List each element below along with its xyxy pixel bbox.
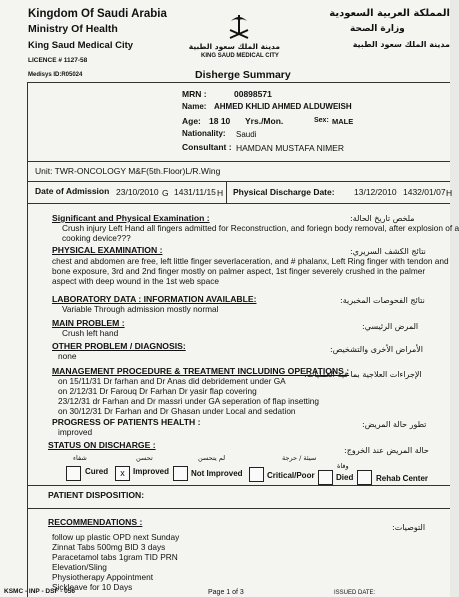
ministry-label: Ministry Of Health — [28, 23, 118, 35]
main-problem-line-1: Crush left hand — [62, 328, 119, 338]
document-title: Disherge Summary — [195, 69, 291, 81]
status-improved-arabic: تحسن — [136, 454, 153, 462]
lab-title: LABORATORY DATA : INFORMATION AVAILABLE: — [52, 294, 257, 304]
discharge-label: Physical Discharge Date: — [233, 187, 335, 197]
age-label: Age: — [182, 116, 201, 126]
recommendation-line-4: Elevation/Sling — [52, 562, 107, 572]
not-improved-checkbox[interactable] — [173, 466, 188, 481]
recommendation-line-1: follow up plastic OPD next Sunday — [52, 532, 180, 542]
findings-line-2: cooking device??? — [62, 233, 131, 243]
unit-top-line — [27, 161, 450, 162]
status-notimproved-arabic: لم يتحسن — [198, 454, 226, 462]
disposition-top-line — [27, 485, 450, 486]
status-died-arabic: وفاة — [337, 462, 349, 470]
progress-title: PROGRESS OF PATIENTS HEALTH : — [52, 417, 201, 427]
recommendation-line-3: Paracetamol tabs 1gram TID PRN — [52, 552, 178, 562]
lab-line-1: Variable Through admission mostly normal — [62, 304, 219, 314]
logo-english-text: KING SAUD MEDICAL CITY — [201, 53, 279, 59]
died-label: Died — [336, 473, 354, 482]
kingdom-label: Kingdom Of Saudi Arabia — [28, 8, 167, 20]
name-value: AHMED KHLID AHMED ALDUWEISH — [214, 102, 352, 111]
admission-label: Date of Admission — [35, 186, 110, 196]
discharge-h: H — [446, 188, 453, 198]
ministry-arabic: وزارة الصحة — [350, 24, 405, 34]
status-title: STATUS ON DISCHARGE : — [48, 440, 156, 450]
cured-checkbox[interactable] — [66, 466, 81, 481]
physical-arabic: نتائج الكشف السريري: — [350, 247, 426, 256]
rehab-checkbox[interactable] — [357, 470, 372, 485]
name-label: Name: — [182, 102, 207, 111]
frame-top-line — [27, 82, 450, 83]
recommendation-line-5: Physiotherapy Appointment — [52, 572, 154, 582]
physical-line-1: chest and abdomen are free, left little finger severlaceration, and # phalanx, Left Ring finger with tendon and — [52, 256, 449, 266]
other-problem-line-1: none — [58, 351, 77, 361]
admission-g: G — [162, 188, 169, 198]
management-title: MANAGEMENT PROCEDURE & TREATMENT INCLUDING OPERATIONS : — [52, 366, 350, 376]
improved-checkbox[interactable]: x — [115, 466, 130, 481]
age-unit: Yrs./Mon. — [245, 116, 284, 126]
frame-left-line — [27, 82, 28, 597]
progress-arabic: تطور حالة المريض: — [362, 420, 427, 429]
form-id: Medisys ID:R05024 — [28, 72, 83, 78]
mrn-label: MRN : — [182, 89, 207, 99]
rehab-label: Rehab Center — [376, 474, 429, 483]
nationality-value: Saudi — [236, 130, 257, 139]
improved-label: Improved — [133, 467, 170, 476]
findings-line-1: Crush injury Left Hand all fingers admitted for Reconstruction, and foriegn body removal, after explosion of a — [62, 223, 459, 233]
cured-label: Cured — [85, 467, 109, 476]
nationality-label: Nationality: — [182, 129, 226, 138]
critical-checkbox[interactable] — [249, 467, 264, 482]
sex-value: MALE — [332, 117, 354, 126]
status-critical-arabic: سيئة / حرجة — [282, 454, 317, 462]
not-improved-label: Not Improved — [191, 469, 243, 478]
main-problem-arabic: المرض الرئيسي: — [362, 322, 419, 331]
licence-label: LICENCE # 1127-58 — [28, 57, 88, 64]
discharge-hijri: 1432/01/07 — [403, 187, 446, 197]
management-line-4: on 30/12/31 Dr Farhan and Dr Ghasan under Local and sedation — [58, 406, 296, 416]
dates-top-line — [27, 181, 450, 182]
disposition-bottom-line — [27, 508, 450, 509]
disposition-title: PATIENT DISPOSITION: — [48, 490, 145, 500]
admission-h: H — [217, 188, 224, 198]
other-problem-title: OTHER PROBLEM / DIAGNOSIS: — [52, 341, 186, 351]
status-arabic: حالة المريض عند الخروج: — [344, 446, 429, 455]
main-problem-title: MAIN PROBLEM : — [52, 318, 125, 328]
other-problem-arabic: الأمراض الأخرى والتشخيص: — [330, 345, 424, 354]
dates-divider — [226, 181, 227, 203]
consultant-label: Consultant : — [182, 142, 232, 152]
recommendation-line-6: Sickleave for 10 Days — [52, 582, 133, 592]
findings-title: Significant and Physical Examination : — [52, 213, 210, 223]
died-checkbox[interactable] — [318, 470, 333, 485]
footer-page: Page 1 of 3 — [208, 589, 244, 596]
age-value: 18 10 — [209, 116, 231, 126]
progress-line-1: improved — [58, 427, 93, 437]
mrn-value: 00898571 — [234, 89, 272, 99]
lab-arabic: نتائج الفحوصات المخبرية: — [340, 296, 425, 305]
logo-arabic-text: مدينة الملك سعود الطبية — [188, 42, 280, 51]
sex-label: Sex: — [314, 117, 329, 124]
footer-code: KSMC - INP - DSF - 056 — [4, 588, 76, 595]
recommendations-title: RECOMMENDATIONS : — [48, 517, 143, 527]
unit-value: Unit: TWR-ONCOLOGY M&F(5th.Floor)L/R.Wing — [35, 166, 221, 176]
dates-bottom-line — [27, 203, 450, 204]
ksmc-emblem-icon — [226, 12, 252, 42]
findings-arabic: ملخص تاريخ الحالة: — [350, 214, 415, 223]
admission-hijri: 1431/11/15 — [174, 187, 216, 197]
physical-line-2: bone exposure, 3rd and 2nd finger mostly on palmer aspect, 1st finger severely crushed in the palmer — [52, 266, 426, 276]
management-line-2: on 2/12/31 Dr Farouq Dr Farhan Dr yasir flap covering — [58, 386, 257, 396]
management-line-1: on 15/11/31 Dr farhan and Dr Anas did debridement under GA — [58, 376, 286, 386]
kingdom-arabic: المملكة العربية السعودية — [329, 8, 450, 19]
physical-title: PHYSICAL EXAMINATION : — [52, 245, 163, 255]
status-cured-arabic: شفاء — [73, 454, 87, 462]
hospital-arabic: مدينة الملك سعود الطبية — [352, 40, 450, 49]
consultant-value: HAMDAN MUSTAFA NIMER — [236, 143, 344, 153]
admission-date: 23/10/2010 — [116, 187, 159, 197]
footer-issued-date: ISSUED DATE: — [334, 590, 376, 596]
hospital-label: King Saud Medical City — [28, 40, 134, 51]
management-line-3: 23/12/31 dr Farhan and Dr massri under GA seperation of flap insetting — [58, 396, 320, 406]
critical-label: Critical/Poor — [267, 471, 315, 480]
management-arabic: الإجراءات العلاجية بما فيه العمليات: — [304, 370, 422, 379]
discharge-date: 13/12/2010 — [354, 187, 397, 197]
recommendation-line-2: Zinnat Tabs 500mg BID 3 days — [52, 542, 166, 552]
physical-line-3: aspect with deep wound in the 1st web space — [52, 276, 219, 286]
recommendations-arabic: التوصيات: — [392, 523, 426, 532]
